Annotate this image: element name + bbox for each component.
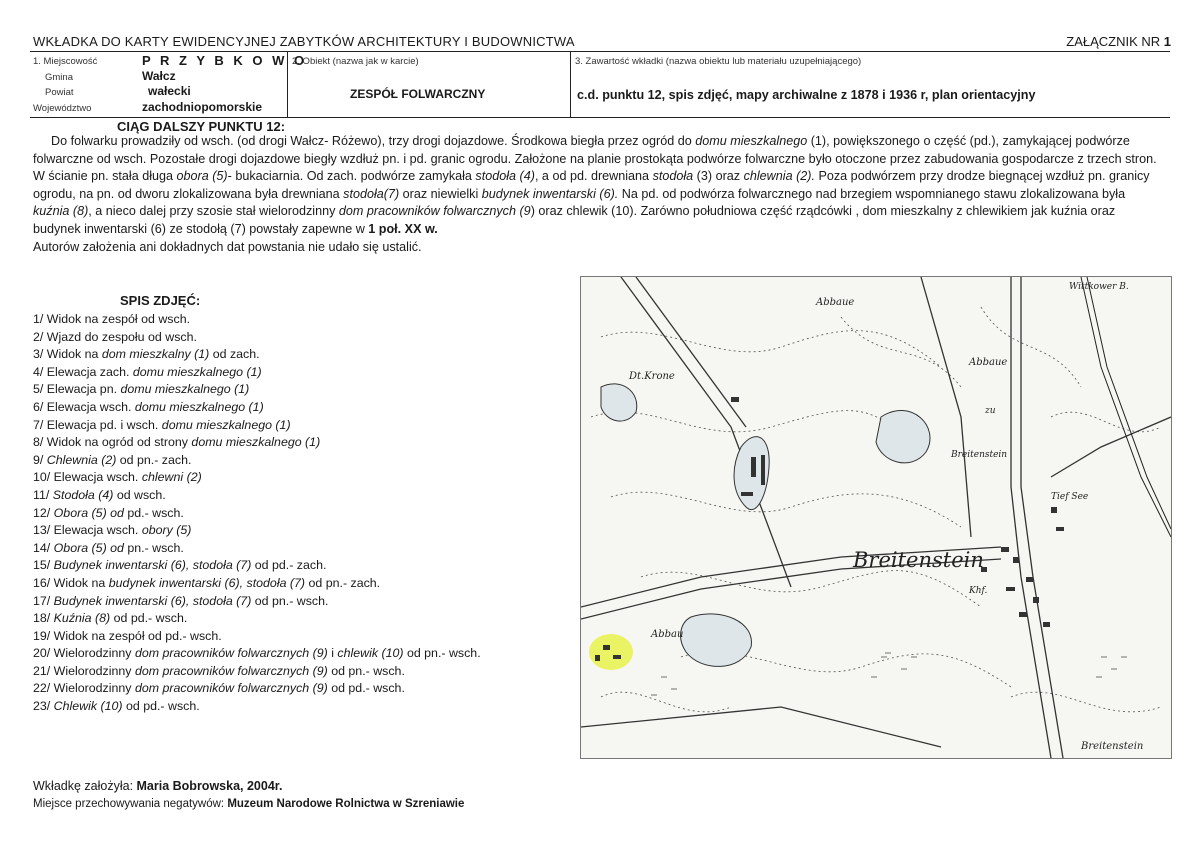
photo-item-text: 2/ Wjazd do zespołu od wsch. [33, 329, 197, 344]
locality-value: P R Z Y B K O W O [142, 53, 308, 68]
photo-item-text: od pd.- wsch. [122, 699, 200, 714]
map-label-abbau: Abbau [651, 629, 684, 640]
photo-item-text: 18/ [33, 611, 54, 626]
photo-item [33, 593, 593, 611]
photo-item [33, 663, 593, 681]
photo-item-text: 9/ [33, 452, 47, 467]
map-label-khf: Khf. [969, 586, 988, 596]
photo-item-text: 16/ Widok na [33, 575, 109, 590]
photo-item [33, 575, 593, 593]
photo-item-text: 6/ Elewacja wsch. [33, 399, 135, 414]
photo-item [33, 399, 593, 417]
storage-line: Miejsce przechowywania negatywów: Muzeum Narodowe Rolnictwa w Szreniawie [33, 798, 465, 810]
photo-item-text: dom pracowników folwarcznych (9) [134, 646, 328, 661]
locality-label: 1. Miejscowość [33, 56, 98, 67]
photo-item-text: Obora (5) od [53, 540, 124, 555]
photo-item [33, 698, 593, 716]
lakes [601, 384, 930, 667]
photo-list [33, 311, 593, 716]
object-label: 2. Obiekt (nazwa jak w karcie) [292, 56, 419, 67]
header-rule-top [30, 51, 1170, 52]
photo-item [33, 346, 593, 364]
map-label-top-right: Wittkower B. [1069, 282, 1129, 292]
photo-item [33, 469, 593, 487]
photo-item-text: 7/ Elewacja pd. i wsch. [33, 417, 162, 432]
photo-item-text: pd.- wsch. [123, 505, 184, 520]
annex-label: ZAŁĄCZNIK NR 1 [1066, 34, 1171, 49]
photo-item-text: od pd.- zach. [251, 558, 327, 573]
contour-lines [591, 307, 1161, 712]
photo-item [33, 522, 593, 540]
photo-item-text: 15/ [33, 558, 54, 573]
photo-item [33, 540, 593, 558]
commune-label: Gmina [45, 72, 73, 83]
photo-item-text: domu mieszkalnego (1) [161, 417, 291, 432]
photo-item-text: od pn.- zach. [305, 575, 381, 590]
form-rule-bottom [30, 117, 1170, 118]
photo-item-text: pn.- wsch. [123, 540, 184, 555]
photo-item [33, 557, 593, 575]
photo-item-text: chlewni (2) [141, 470, 202, 485]
photo-item [33, 505, 593, 523]
photo-item-text: domu mieszkalnego (1) [132, 364, 262, 379]
commune-value: Wałcz [142, 69, 176, 83]
continuation-heading: CIĄG DALSZY PUNKTU 12: [117, 119, 286, 134]
photo-item-text: dom mieszkalny (1) [101, 347, 210, 362]
photo-item-text: 21/ Wielorodzinny [33, 663, 135, 678]
photo-item-text: 17/ [33, 593, 54, 608]
photo-item [33, 311, 593, 329]
photo-item [33, 329, 593, 347]
author-line: Wkładkę założyła: Maria Bobrowska, 2004r. [33, 779, 283, 793]
photo-item-text: Obora (5) od [53, 505, 124, 520]
photo-item [33, 417, 593, 435]
archival-map [580, 276, 1172, 759]
photo-item-text: Chlewik (10) [53, 699, 123, 714]
photo-item [33, 452, 593, 470]
form-divider-2 [570, 51, 571, 117]
photo-item [33, 434, 593, 452]
photo-item-text: od wsch. [113, 487, 166, 502]
photo-item-text: budynek inwentarski (6), stodoła (7) [108, 575, 306, 590]
photo-item [33, 381, 593, 399]
photo-item-text: 1/ Widok na zespół od wsch. [33, 312, 191, 326]
photo-item [33, 645, 593, 663]
photos-heading: SPIS ZDJĘĆ: [120, 293, 201, 308]
map-label-town: Breitenstein [853, 548, 984, 572]
photo-item-text: Stodoła (4) [52, 487, 114, 502]
contents-label: 3. Zawartość wkładki (nazwa obiektu lub materiału uzupełniającego) [575, 56, 862, 67]
photo-item [33, 487, 593, 505]
map-label-zu: zu [985, 406, 996, 416]
photo-item-text: Budynek inwentarski (6), stodoła (7) [53, 593, 252, 608]
photo-item-text: od pd.- wsch. [327, 681, 405, 696]
document-title: WKŁADKA DO KARTY EWIDENCYJNEJ ZABYTKÓW ARCHITEKTURY I BUDOWNICTWA [33, 34, 575, 49]
photo-item-text: i [327, 646, 338, 661]
photo-item-text: 13/ Elewacja wsch. [33, 523, 142, 538]
map-label-town-small: Breitenstein [951, 450, 1008, 460]
photo-item-text: 14/ [33, 540, 54, 555]
photo-item-text: 20/ Wielorodzinny [33, 646, 135, 661]
roads [581, 277, 1171, 758]
continuation-final: Autorów założenia ani dokładnych dat powstania nie udało się ustalić. [33, 239, 422, 254]
photo-item-text: 11/ [33, 487, 53, 502]
photo-item [33, 628, 593, 646]
photo-item-text: domu mieszkalnego (1) [191, 435, 321, 450]
photo-item [33, 610, 593, 628]
map-label-bottom-right: Breitenstein [1081, 741, 1144, 752]
continuation-text: Do folwarku prowadziły od wsch. (od drogi Wałcz- Różewo), trzy drogi dojazdowe. Środkowa biegła przez ogród do domu mieszkalnego (1), powiększonego o część (pd.), zamykającej podwórze folwarczne od wsch. Pozostałe drogi dojazdowe biegły wzdłuż pn. i pd. granic ogrodu. Założone na planie prostokąta podwórze folwarczne było otoczone przez zabudowania gospodarcze z trzech stron. W ścianie pn. stała długa obora (5)- bukaciarnia. Od zach. podwórze zamykała stodoła (4), a od pd. drewniana stodoła (3) oraz chlewnia (2). Poza podwórzem przy drodze biegnącej wzdłuż pn. granicy ogrodu, na pn. od dworu zlokalizowana była drewniana stodoła(7) oraz niewielki budynek inwentarski (6). Na pd. od podwórza folwarcznego nad brzegiem wspomnianego stawu zlokalizowana była kuźnia (8), a nieco dalej przy szosie stał wielorodzinny dom pracowników folwarcznych (9) oraz chlewik (10). Zarówno południowa część rządcówki , dom mieszkalny z chlewikiem jak kuźnia oraz budynek inwentarski (6) ze stodołą (7) powstały zapewne w 1 poł. XX w. Autorów założenia ani dokładnych dat powstania nie udało się ustalić. [33, 134, 1157, 254]
photo-item-text: 8/ Widok na ogród od strony [33, 435, 192, 450]
photo-item-text: od pd.- wsch. [110, 611, 188, 626]
photo-item-text: obory (5) [141, 523, 192, 538]
contents-value: c.d. punktu 12, spis zdjęć, mapy archiwalne z 1878 i 1936 r, plan orientacyjny [577, 88, 1036, 102]
photo-item-text: 3/ Widok na [33, 347, 102, 362]
photo-item-text: 4/ Elewacja zach. [33, 364, 133, 379]
photo-item-text: od pn.- zach. [116, 452, 192, 467]
photo-item-text: od pn.- wsch. [403, 646, 481, 661]
photo-item-text: 22/ Wielorodzinny [33, 681, 135, 696]
photo-item-text: Chlewnia (2) [46, 452, 117, 467]
map-label-abbaue-1: Abbaue [816, 297, 855, 308]
map-label-krone: Dt.Krone [629, 371, 675, 382]
photo-item-text: od pn.- wsch. [327, 663, 405, 678]
photo-item [33, 364, 593, 382]
town-buildings [981, 507, 1064, 627]
photo-item-text: 12/ [33, 505, 54, 520]
photo-item [33, 680, 593, 698]
voivodeship-label: Województwo [33, 103, 92, 114]
photo-item-text: 23/ [33, 699, 54, 714]
district-label: Powiat [45, 87, 74, 98]
photo-item-text: dom pracowników folwarcznych (9) [134, 681, 328, 696]
photo-item-text: 5/ Elewacja pn. [33, 382, 121, 397]
photo-item-text: 10/ Elewacja wsch. [33, 470, 142, 485]
photo-item-text: Budynek inwentarski (6), stodoła (7) [53, 558, 252, 573]
map-drawing [581, 277, 1171, 758]
railway [1081, 277, 1171, 537]
photo-item-text: domu mieszkalnego (1) [120, 382, 250, 397]
district-value: wałecki [148, 84, 191, 98]
photo-item-text: dom pracowników folwarcznych (9) [134, 663, 328, 678]
photo-item-text: chlewik (10) [337, 646, 404, 661]
photo-item-text: od pn.- wsch. [251, 593, 329, 608]
voivodeship-value: zachodniopomorskie [142, 100, 263, 114]
map-label-tief-see: Tief See [1051, 492, 1089, 502]
photo-item-text: 19/ Widok na zespół od pd.- wsch. [33, 628, 222, 643]
photo-item-text: od zach. [209, 347, 260, 362]
map-label-abbaue-2: Abbaue [969, 357, 1008, 368]
object-value: ZESPÓŁ FOLWARCZNY [350, 87, 486, 101]
photo-item-text: Kuźnia (8) [53, 611, 111, 626]
photo-item-text: domu mieszkalnego (1) [134, 399, 264, 414]
highlighted-site [589, 634, 633, 670]
